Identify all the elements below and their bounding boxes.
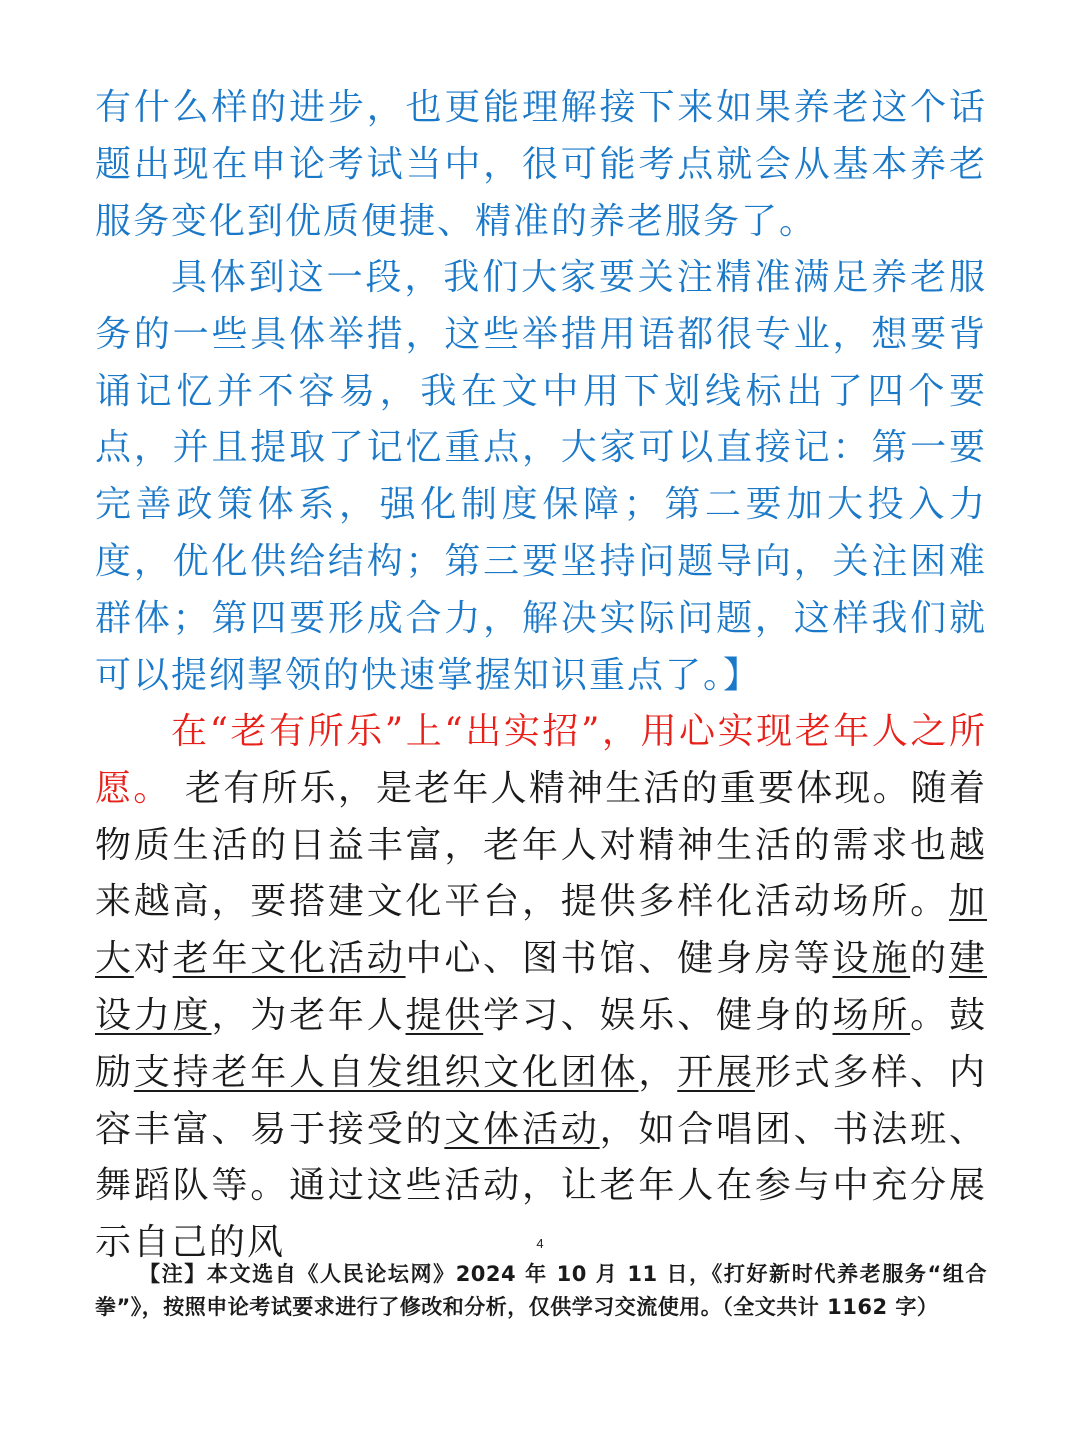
underlined-key-phrase: 开展 bbox=[677, 1051, 755, 1093]
commentary-paragraph-2: 具体到这一段，我们大家要关注精准满足养老服务的一些具体举措，这些举措用语都很专业，想要背诵记忆并不容易，我在文中用下划线标出了四个要点，并且提取了记忆重点，大家可以直接记：第一要完善政策体系，强化制度保障；第二要加大投入力度，优化供给结构；第三要坚持问题导向，关注困难群体；第四要形成合力，解决实际问题，这样我们就可以提纲挈领的快速掌握知识重点了。】 bbox=[95, 257, 987, 696]
body-text-segment: 。鼓励 bbox=[95, 994, 987, 1093]
body-text-segment: ，为老年人 bbox=[211, 994, 406, 1036]
section-heading: 在“老有所乐”上“出实招”，用心实现老年人之所愿。 bbox=[95, 711, 987, 809]
underlined-key-phrase: 设施 bbox=[832, 938, 911, 980]
underlined-key-phrase: 加大 bbox=[95, 881, 987, 980]
underlined-key-phrase: 文体活动 bbox=[444, 1108, 600, 1150]
body-paragraph bbox=[95, 704, 987, 1272]
underlined-key-phrase: 场所 bbox=[832, 994, 911, 1036]
body-text-segment: ， bbox=[638, 1051, 678, 1093]
footnote: 【注】本文选自《人民论坛网》2024 年 10 月 11 日，《打好新时代养老服务“组合拳”》，按照申论考试要求进行了修改和分析，仅供学习交流使用。（全文共计 1162 字） bbox=[95, 1262, 987, 1319]
underlined-key-phrase: 支持老年人自发组织文化团体 bbox=[133, 1051, 639, 1093]
commentary-paragraph-1: 有什么样的进步，也更能理解接下来如果养老这个话题出现在申论考试当中，很可能考点就会从基本养老服务变化到优质便捷、精准的养老服务了。 bbox=[95, 87, 987, 242]
body-text-segment: 的 bbox=[910, 938, 949, 980]
body-text-segment: ，如合唱团、书法班、舞蹈队等。通过这些活动，让老年人在参与中充分展示自己的风 bbox=[95, 1108, 987, 1264]
underlined-key-phrase: 建设力度 bbox=[95, 938, 987, 1036]
underlined-key-phrase: 老年文化活动 bbox=[172, 938, 406, 980]
body-text-segment: 学习、娱乐、健身的 bbox=[483, 994, 833, 1036]
body-text-segment: 对 bbox=[133, 938, 173, 980]
underlined-key-phrase: 提供 bbox=[405, 994, 484, 1036]
body-text-segment: 形式多样、内容丰富、易于接受的 bbox=[95, 1051, 987, 1150]
body-text-segment: 中心、图书馆、健身房等 bbox=[405, 938, 833, 980]
body-text-segment: 老有所乐，是老年人精神生活的重要体现。随着物质生活的日益丰富，老年人对精神生活的需求也越来越高，要搭建文化平台，提供多样化活动场所。 bbox=[95, 767, 987, 923]
page-number: 4 bbox=[536, 1236, 544, 1251]
